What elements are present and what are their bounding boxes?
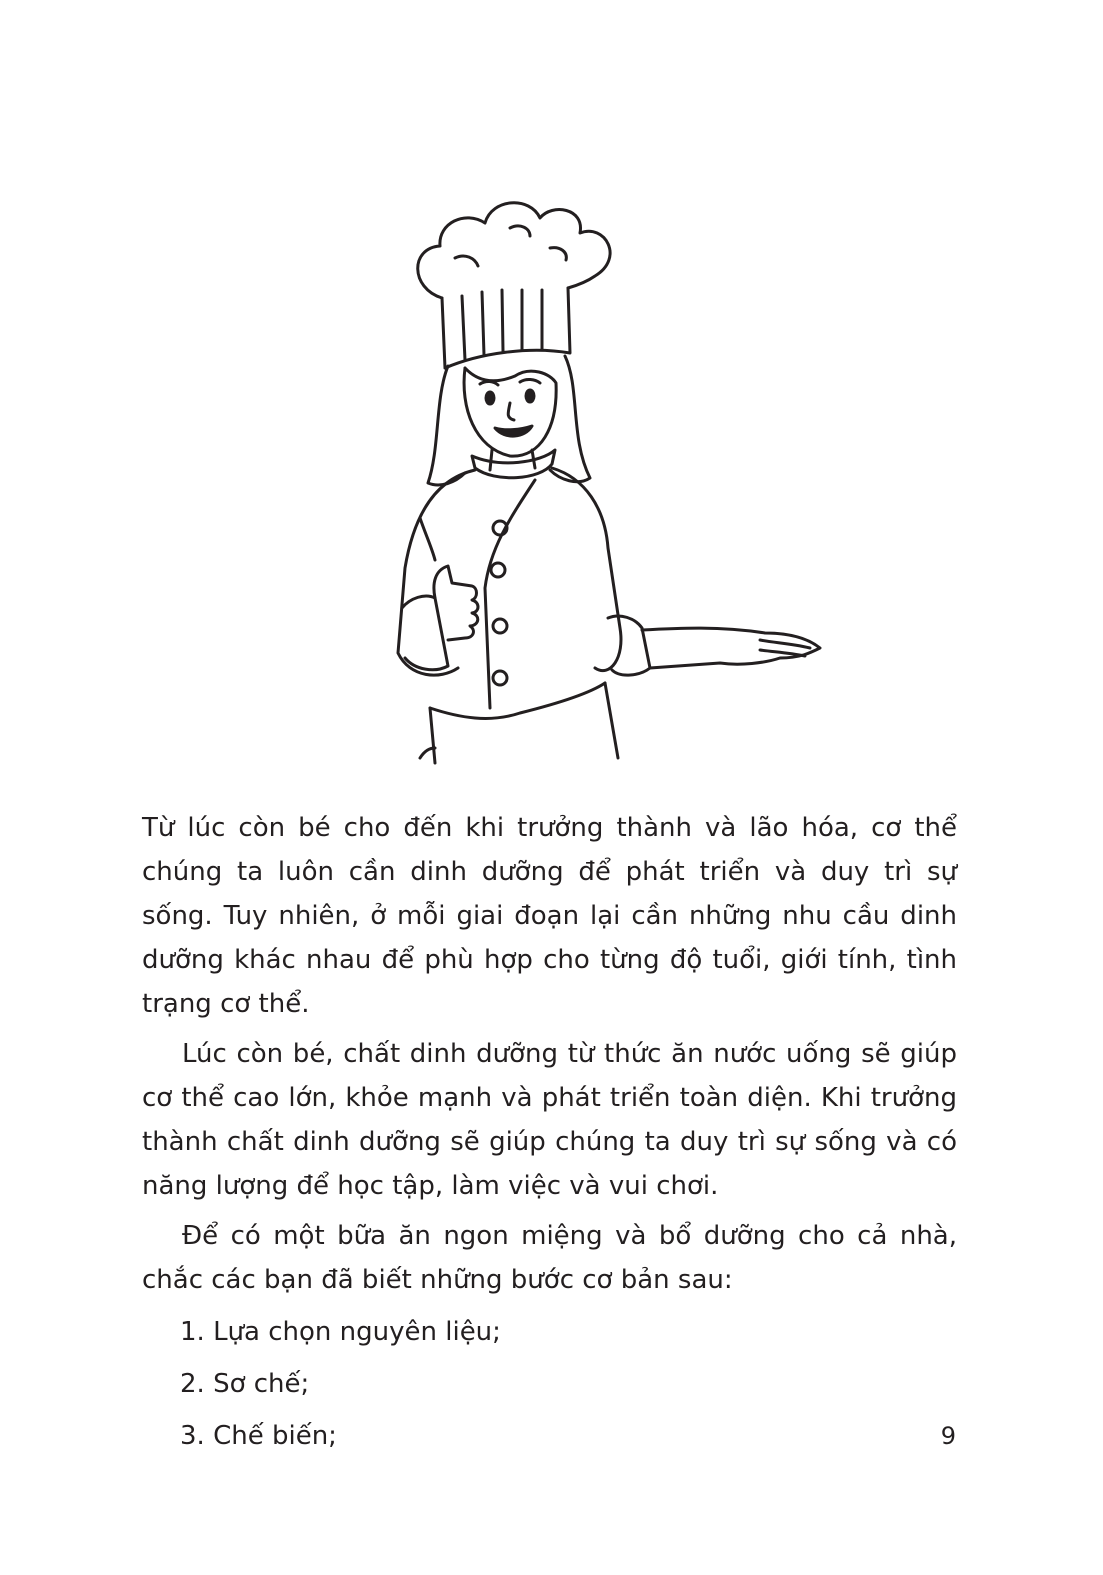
- chef-illustration: [380, 188, 830, 768]
- paragraph-2: Lúc còn bé, chất dinh dưỡng từ thức ăn nước uống sẽ giúp cơ thể cao lớn, khỏe mạnh và phát triển toàn diện. Khi trưởng thành chất dinh dưỡng sẽ giúp chúng ta duy trì sự sống và có năng lượng để học tập, làm việc và vui chơi.: [142, 1039, 957, 1201]
- page-number: 9: [940, 1422, 956, 1450]
- list-item: 2. Sơ chế;: [180, 1369, 310, 1399]
- list-item: 1. Lựa chọn nguyên liệu;: [180, 1317, 501, 1347]
- paragraph-1: Từ lúc còn bé cho đến khi trưởng thành và lão hóa, cơ thể chúng ta luôn cần dinh dưỡng để phát triển và duy trì sự sống. Tuy nhiên, ở mỗi giai đoạn lại cần những nhu cầu dinh dưỡng khác nhau để phù hợp cho từng độ tuổi, giới tính, tình trạng cơ thể.: [142, 813, 957, 1019]
- body-text: [142, 806, 957, 1458]
- paragraph-3: Để có một bữa ăn ngon miệng và bổ dưỡng cho cả nhà, chắc các bạn đã biết những bước cơ bản sau:: [142, 1221, 957, 1295]
- chef-woman-icon: [380, 188, 830, 768]
- list-item: 3. Chế biến;: [180, 1421, 337, 1451]
